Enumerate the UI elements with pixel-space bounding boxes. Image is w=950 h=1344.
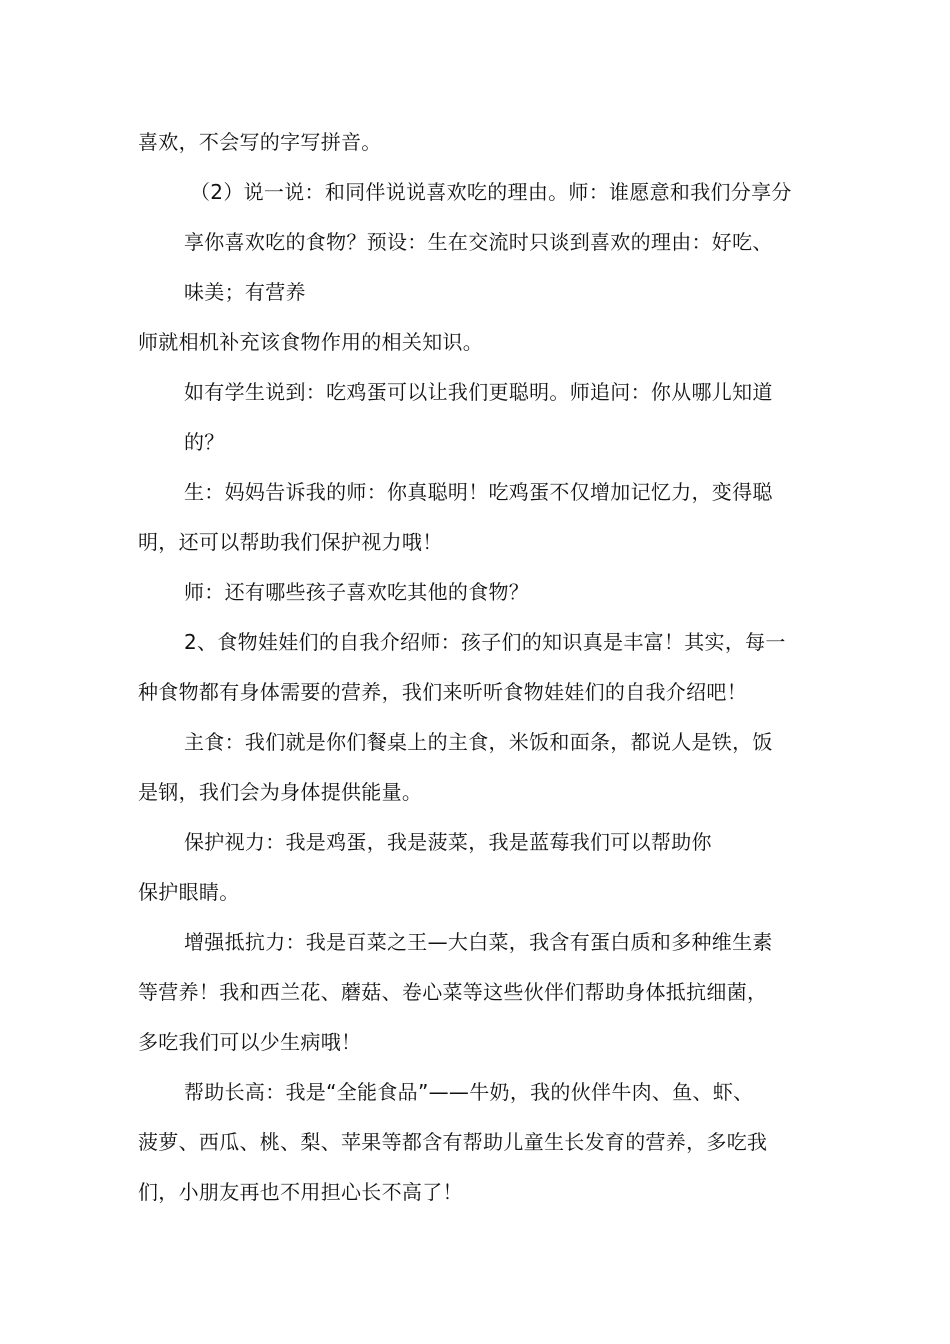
text-line: 是钢，我们会为身体提供能量。	[138, 780, 423, 804]
text-line: 享你喜欢吃的食物？预设：生在交流时只谈到喜欢的理由：好吃、	[184, 230, 773, 254]
text-line: 2、食物娃娃们的自我介绍师：孩子们的知识真是丰富！其实，每一	[184, 630, 786, 654]
text-line: 生：妈妈告诉我的师：你真聪明！吃鸡蛋不仅增加记忆力，变得聪	[184, 480, 773, 504]
text-line: 喜欢，不会写的字写拼音。	[138, 130, 382, 154]
text-line: 明，还可以帮助我们保护视力哦！	[138, 530, 443, 554]
text-line: 等营养！我和西兰花、蘑菇、卷心菜等这些伙伴们帮助身体抵抗细菌，	[138, 980, 768, 1004]
text-line: （2）说一说：和同伴说说喜欢吃的理由。师：谁愿意和我们分享分	[190, 180, 792, 204]
text-line: 如有学生说到：吃鸡蛋可以让我们更聪明。师追问：你从哪儿知道	[184, 380, 773, 404]
text-line: 帮助长高：我是“全能食品”——牛奶，我的伙伴牛肉、鱼、虾、	[184, 1080, 754, 1104]
text-line: 味美；有营养	[184, 280, 306, 304]
text-line: 师：还有哪些孩子喜欢吃其他的食物？	[184, 580, 530, 604]
text-line: 的？	[184, 430, 225, 454]
text-line: 种食物都有身体需要的营养，我们来听听食物娃娃们的自我介绍吧！	[138, 680, 747, 704]
text-line: 们，小朋友再也不用担心长不高了！	[138, 1180, 463, 1204]
text-line: 保护眼睛。	[138, 880, 240, 904]
text-line: 多吃我们可以少生病哦！	[138, 1030, 362, 1054]
text-line: 菠萝、西瓜、桃、梨、苹果等都含有帮助儿童生长发育的营养，多吃我	[138, 1130, 768, 1154]
text-line: 师就相机补充该食物作用的相关知识。	[138, 330, 484, 354]
text-line: 主食：我们就是你们餐桌上的主食，米饭和面条，都说人是铁，饭	[184, 730, 773, 754]
text-line: 保护视力：我是鸡蛋，我是菠菜，我是蓝莓我们可以帮助你	[184, 830, 712, 854]
text-line: 增强抵抗力：我是百菜之王—大白菜，我含有蛋白质和多种维生素	[184, 930, 773, 954]
